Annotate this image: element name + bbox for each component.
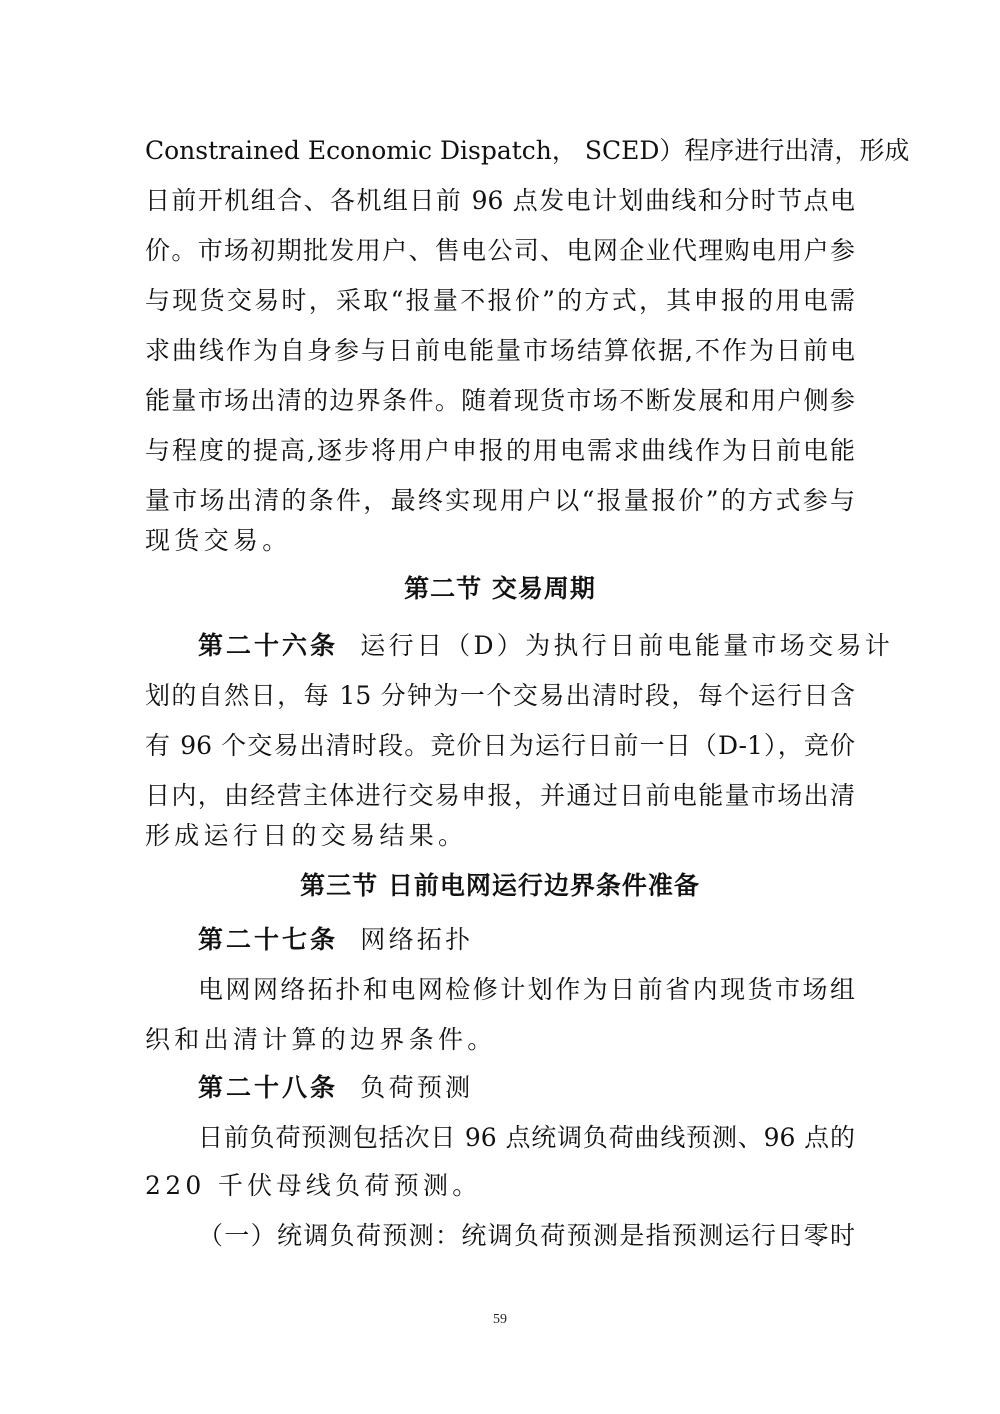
paragraph-line: 有 96 个交易出清时段。竞价日为运行日前一日（D-1），竞价 <box>145 731 855 760</box>
paragraph-line: 日前负荷预测包括次日 96 点统调负荷曲线预测、96 点的 <box>198 1123 855 1152</box>
paragraph-line: 划的自然日，每 15 分钟为一个交易出清时段，每个运行日含 <box>145 681 855 710</box>
article-title: 第二十八条 <box>198 1073 339 1102</box>
section-heading: 第三节 日前电网运行边界条件准备 <box>300 871 700 900</box>
article-first-line <box>198 1068 855 1108</box>
article-subject: 网络拓扑 <box>360 925 474 954</box>
paragraph-line: 日前开机组合、各机组日前 96 点发电计划曲线和分时节点电 <box>145 186 855 215</box>
article-first-line <box>198 920 855 960</box>
paragraph-line: 量市场出清的条件，最终实现用户以“报量报价”的方式参与 <box>145 486 855 515</box>
page-number: 59 <box>493 1312 507 1327</box>
article-subject: 负荷预测 <box>360 1073 474 1102</box>
paragraph-line: 价。市场初期批发用户、售电公司、电网企业代理购电用户参 <box>145 236 855 265</box>
paragraph-line: 电网网络拓扑和电网检修计划作为日前省内现货市场组 <box>198 975 855 1004</box>
paragraph-line: 与程度的提高,逐步将用户申报的用电需求曲线作为日前电能 <box>145 436 855 465</box>
paragraph-line: 日内，由经营主体进行交易申报，并通过日前电能量市场出清 <box>145 781 855 810</box>
article-text: 运行日（D）为执行日前电能量市场交易计 <box>360 631 894 660</box>
paragraph-line: 形成运行日的交易结果。 <box>145 821 468 850</box>
article-first-line <box>198 626 894 666</box>
paragraph-line: 与现货交易时，采取“报量不报价”的方式，其申报的用电需 <box>145 286 855 315</box>
article-title: 第二十六条 <box>198 631 339 660</box>
paragraph-line: 现货交易。 <box>145 526 292 555</box>
paragraph-line: 能量市场出清的边界条件。随着现货市场不断发展和用户侧参 <box>145 386 855 415</box>
paragraph-line: （一）统调负荷预测：统调负荷预测是指预测运行日零时 <box>198 1221 855 1250</box>
article-title: 第二十七条 <box>198 925 339 954</box>
paragraph-line: 求曲线作为自身参与日前电能量市场结算依据,不作为日前电 <box>145 336 855 365</box>
paragraph-line: 织和出清计算的边界条件。 <box>145 1025 497 1054</box>
paragraph-line: 220 千伏母线负荷预测。 <box>145 1171 482 1200</box>
section-heading: 第二节 交易周期 <box>404 574 596 603</box>
paragraph-line: Constrained Economic Dispatch， SCED）程序进行出清，形成 <box>145 136 910 165</box>
